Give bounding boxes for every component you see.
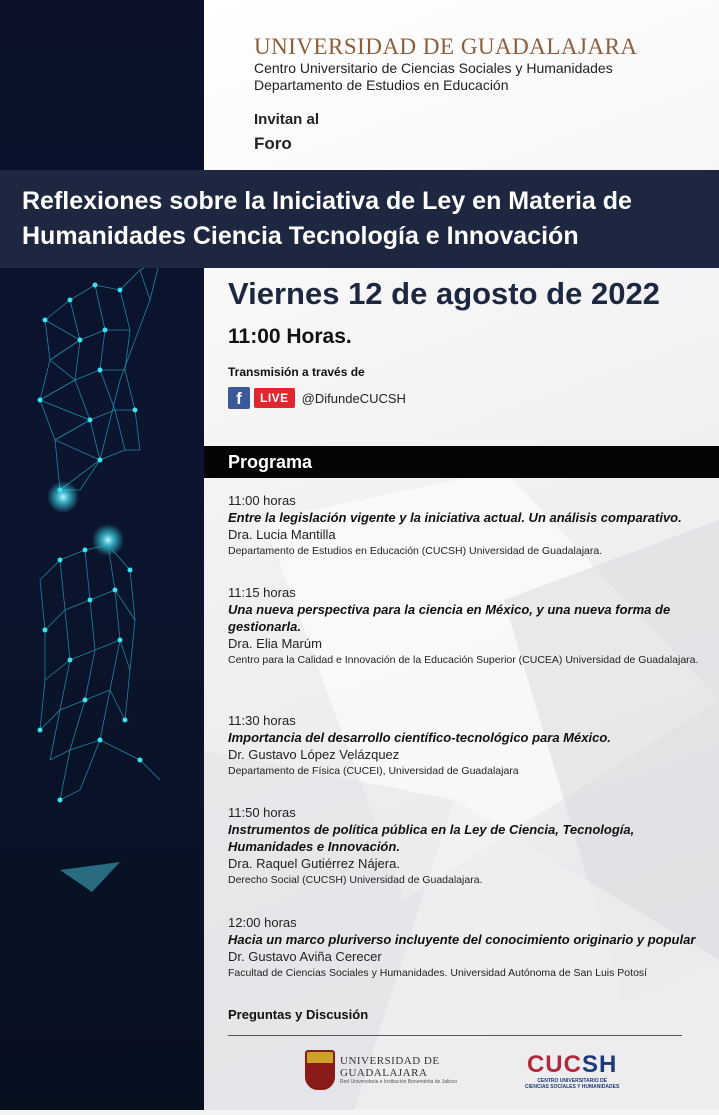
university-name: UNIVERSIDAD DE GUADALAJARA — [254, 34, 638, 59]
udg-logo — [305, 1050, 457, 1090]
item-talk: Una nueva perspectiva para la ciencia en México, y una nueva forma de gestionarla. — [228, 602, 671, 634]
title-line-1: Reflexiones sobre la Iniciativa de Ley en Materia de — [22, 187, 632, 215]
event-time: 11:00 Horas. — [228, 325, 352, 348]
item-talk: Hacia un marco pluriverso incluyente del conocimiento originario y popular — [228, 932, 696, 947]
program-item — [228, 712, 718, 779]
item-speaker: Dr. Gustavo López Velázquez — [228, 747, 400, 762]
item-affiliation: Departamento de Física (CUCEI), Universidad de Guadalajara — [228, 765, 519, 777]
item-speaker: Dr. Gustavo Aviña Cerecer — [228, 949, 382, 964]
closing-session: Preguntas y Discusión — [228, 1007, 369, 1022]
udg-logo-line1: UNIVERSIDAD DE — [340, 1054, 440, 1067]
program-item — [228, 804, 718, 888]
hands-illustration — [0, 0, 204, 1110]
item-time: 11:15 horas — [228, 585, 296, 600]
item-time: 11:50 horas — [228, 805, 296, 820]
header — [254, 34, 638, 94]
facebook-icon: f — [228, 387, 250, 409]
item-speaker: Dra. Elia Marúm — [228, 636, 322, 651]
item-time: 12:00 horas — [228, 915, 297, 930]
network-hands-graphic — [0, 0, 204, 1110]
invite-text: Invitan al — [254, 111, 320, 128]
cucsh-sub1: CENTRO UNIVERSITARIO DE — [537, 1078, 607, 1084]
item-affiliation: Facultad de Ciencias Sociales y Humanidades. Universidad Autónoma de San Luis Potosí — [228, 967, 648, 979]
item-time: 11:30 horas — [228, 713, 296, 728]
live-stream-info[interactable] — [228, 387, 406, 409]
item-speaker: Dra. Lucia Mantilla — [228, 527, 336, 542]
department-name: Departamento de Estudios en Educación — [254, 77, 509, 93]
live-badge: LIVE — [254, 388, 295, 408]
event-title — [22, 184, 712, 254]
item-talk: Entre la legislación vigente y la iniciativa actual. Un análisis comparativo. — [228, 510, 682, 525]
item-talk: Instrumentos de política pública en la Ley de Ciencia, Tecnología, Humanidades e Innovación. — [228, 822, 635, 854]
item-time: 11:00 horas — [228, 493, 296, 508]
center-name: Centro Universitario de Ciencias Sociales y Humanidades — [254, 60, 613, 76]
item-affiliation: Departamento de Estudios en Educación (CUCSH) Universidad de Guadalajara. — [228, 545, 603, 557]
item-affiliation: Centro para la Calidad e Innovación de la Educación Superior (CUCEA) Universidad de Guadalajara. — [228, 654, 699, 666]
item-talk: Importancia del desarrollo científico-tecnológico para México. — [228, 730, 611, 745]
udg-seal-icon — [305, 1050, 335, 1090]
title-line-2: Humanidades Ciencia Tecnología e Innovación — [22, 222, 579, 250]
event-date: Viernes 12 de agosto de 2022 — [228, 276, 660, 311]
facebook-handle[interactable]: @DifundeCUCSH — [301, 390, 406, 406]
cucsh-logo-part1: CUC — [526, 1051, 582, 1078]
transmission-label: Transmisión a través de — [228, 365, 365, 379]
program-item — [228, 914, 718, 981]
footer-divider — [228, 1035, 682, 1036]
udg-logo-line3: Red Universitaria e Institución Benemérita de Jalisco — [340, 1078, 457, 1085]
cucsh-logo — [525, 1052, 619, 1090]
item-affiliation: Derecho Social (CUCSH) Universidad de Guadalajara. — [228, 874, 483, 886]
program-item — [228, 584, 718, 668]
udg-logo-line2: GUADALAJARA — [340, 1066, 428, 1079]
cucsh-logo-part2: SH — [581, 1051, 618, 1078]
event-type: Foro — [254, 134, 292, 153]
cucsh-sub2: CIENCIAS SOCIALES Y HUMANIDADES — [525, 1084, 620, 1090]
program-title: Programa — [228, 452, 313, 472]
item-speaker: Dra. Raquel Gutiérrez Nájera. — [228, 856, 400, 871]
program-item — [228, 492, 718, 559]
